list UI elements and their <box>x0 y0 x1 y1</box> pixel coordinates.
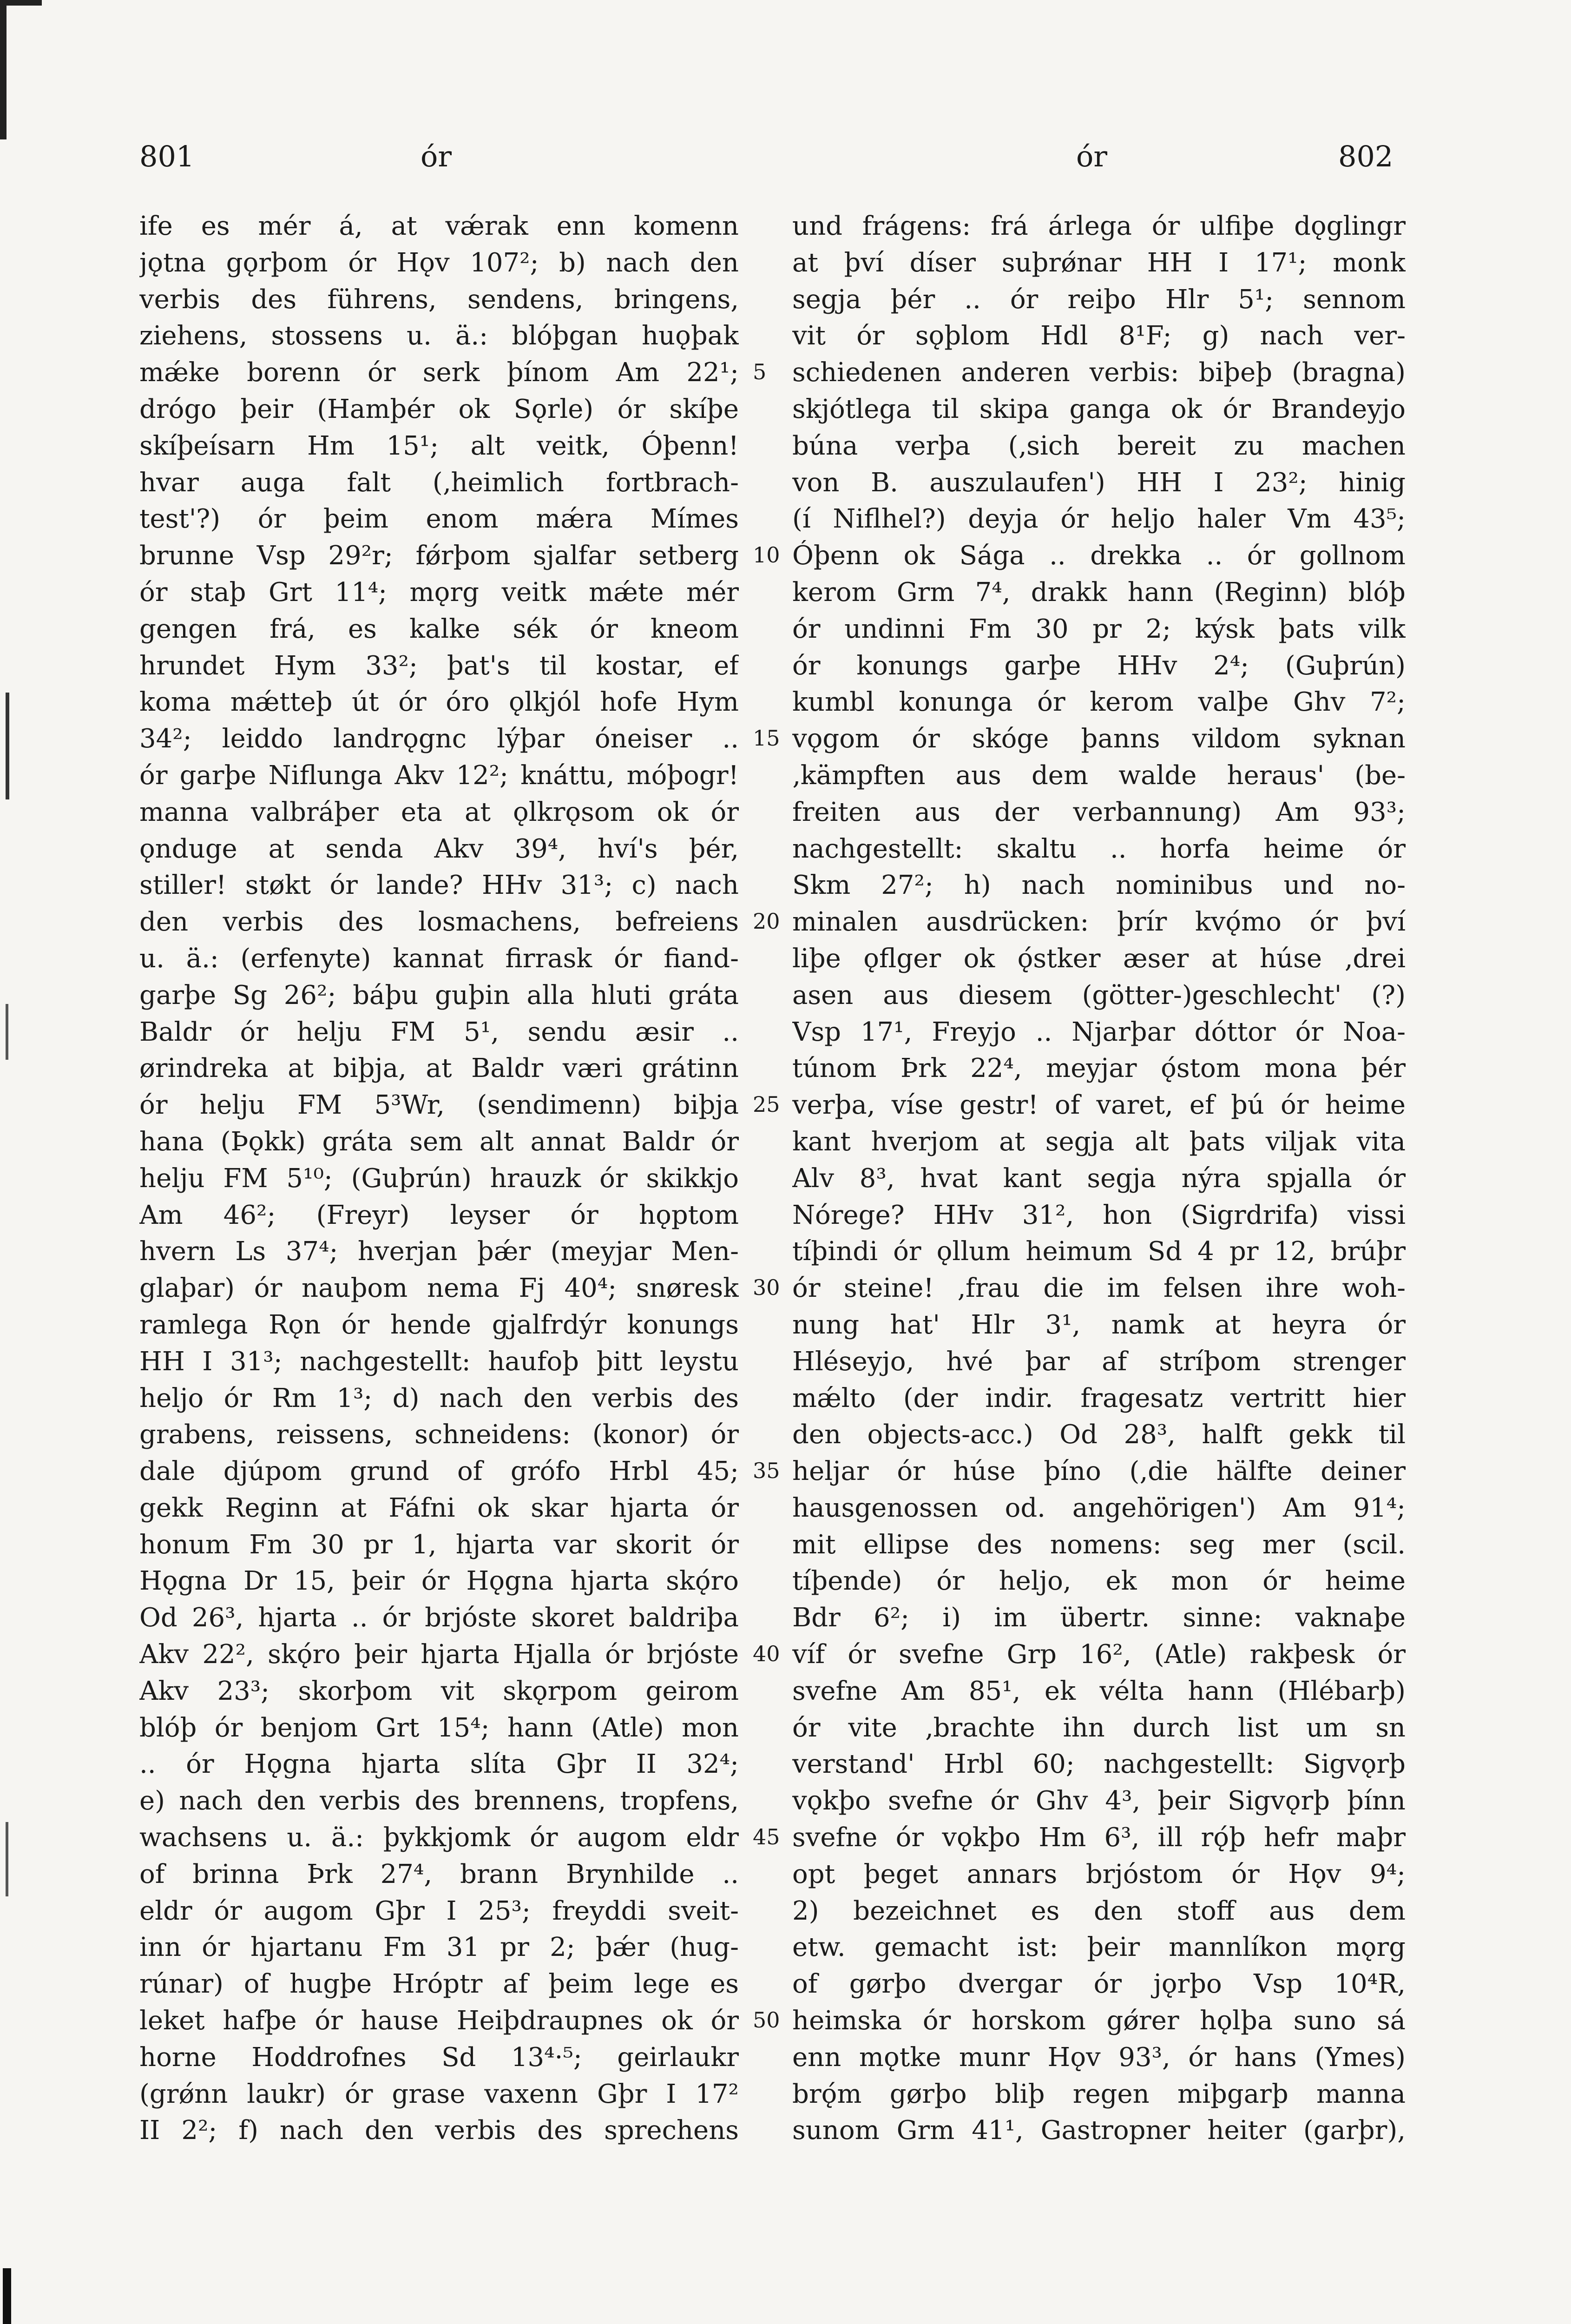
text-line: dale djúpom grund of grófo Hrbl 45; <box>139 1456 739 1487</box>
text-line: ǫnduge at senda Akv 39⁴, hví's þér, <box>139 833 739 864</box>
text-line: hvar auga falt (‚heimlich fortbrach- <box>139 467 739 498</box>
text-line: hausgenossen od. angehörigen') Am 91⁴; <box>792 1492 1406 1523</box>
text-line: Óþenn ok Sága .. drekka .. ór gollnom <box>792 541 1406 571</box>
text-line: drógo þeir (Hamþér ok Sǫrle) ór skíþe <box>139 394 739 424</box>
text-line: of gørþo dvergar ór jǫrþo Vsp 10⁴R, <box>792 1969 1406 2000</box>
text-line: Baldr ór helju FM 5¹, sendu æsir .. <box>139 1017 739 1047</box>
text-line: kerom Grm 7⁴, drakk hann (Reginn) blóþ <box>792 577 1406 607</box>
page-header <box>0 139 1571 177</box>
text-line: ór staþ Grt 11⁴; mǫrg veitk mǽte mér <box>139 577 739 607</box>
line-number: 30 <box>753 1275 780 1301</box>
right-text-column <box>792 208 1406 2149</box>
text-line: nung hat' Hlr 3¹, namk at heyra ór <box>792 1309 1406 1340</box>
text-line: kumbl konunga ór kerom valþe Ghv 7²; <box>792 687 1406 718</box>
text-line: ór helju FM 5³Wr, (sendimenn) biþja <box>139 1090 739 1121</box>
text-line: jǫtna gǫrþom ór Hǫv 107²; b) nach den <box>139 247 739 278</box>
text-line: Am 46²; (Freyr) leyser ór hǫptom <box>139 1200 739 1230</box>
text-line: etw. gemacht ist: þeir mannlíkon mǫrg <box>792 1932 1406 1963</box>
text-line: leket hafþe ór hause Heiþdraupnes ok ór <box>139 2006 739 2036</box>
text-line: mit ellipse des nomens: seg mer (scil. <box>792 1529 1406 1560</box>
text-line: und frágens: frá árlega ór ulfiþe dǫglingr <box>792 211 1406 241</box>
text-line: heljo ór Rm 1³; d) nach den verbis des <box>139 1383 739 1413</box>
text-line: stiller! støkt ór lande? HHv 31³; c) nach <box>139 870 739 901</box>
text-line: glaþar) ór nauþom nema Fj 40⁴; snøresk <box>139 1273 739 1304</box>
line-number: 5 <box>753 359 767 385</box>
right-running-head: ór <box>1076 139 1107 173</box>
text-line: mǽlto (der indir. fragesatz vertritt hier <box>792 1383 1406 1413</box>
text-line: verþa, víse gestr! of varet, ef þú ór heime <box>792 1090 1406 1121</box>
text-line: garþe Sg 26²; báþu guþin alla hluti gráta <box>139 980 739 1010</box>
text-line: u. ä.: (erfenyte) kannat firrask ór fiand- <box>139 943 739 974</box>
text-line: hvern Ls 37⁴; hverjan þǽr (meyjar Men- <box>139 1236 739 1267</box>
text-line: ramlega Rǫn ór hende gjalfrdýr konungs <box>139 1309 739 1340</box>
text-line: grabens, reissens, schneidens: (konor) ór <box>139 1419 739 1450</box>
scan-edge-mark <box>6 1822 8 1896</box>
text-line: koma mǽtteþ út ór óro ǫlkjól hofe Hym <box>139 687 739 718</box>
text-line: túnom Þrk 22⁴, meyjar ǫ́stom mona þér <box>792 1053 1406 1084</box>
text-line: horne Hoddrofnes Sd 13⁴·⁵; geirlaukr <box>139 2042 739 2073</box>
text-line: kant hverjom at segja alt þats viljak vita <box>792 1126 1406 1157</box>
text-line: ørindreka at biþja, at Baldr væri grátinn <box>139 1053 739 1084</box>
text-line: eldr ór augom Gþr I 25³; freyddi sveit- <box>139 1895 739 1926</box>
text-line: of brinna Þrk 27⁴, brann Brynhilde .. <box>139 1859 739 1889</box>
text-line: (í Niflhel?) deyja ór heljo haler Vm 43⁵; <box>792 504 1406 535</box>
text-line: Vsp 17¹, Freyjo .. Njarþar dóttor ór Noa- <box>792 1017 1406 1047</box>
text-line: ór konungs garþe HHv 2⁴; (Guþrún) <box>792 650 1406 681</box>
text-line: tíþindi ór ǫllum heimum Sd 4 pr 12, brúþr <box>792 1236 1406 1267</box>
text-line: Nórege? HHv 31², hon (Sigrdrifa) vissi <box>792 1200 1406 1230</box>
text-line: nachgestellt: skaltu .. horfa heime ór <box>792 833 1406 864</box>
text-line: freiten aus der verbannung) Am 93³; <box>792 797 1406 827</box>
line-number: 40 <box>753 1641 780 1667</box>
line-number: 45 <box>753 1824 780 1850</box>
text-line: schiedenen anderen verbis: biþeþ (bragna) <box>792 357 1406 388</box>
text-line: honum Fm 30 pr 1, hjarta var skorit ór <box>139 1529 739 1560</box>
text-line: ife es mér á, at vǽrak enn komenn <box>139 211 739 241</box>
text-line: vǫgom ór skóge þanns vildom syknan <box>792 724 1406 754</box>
scan-edge-mark <box>3 2268 11 2324</box>
line-number: 25 <box>753 1092 780 1117</box>
text-line: ziehens, stossens u. ä.: blóþgan huǫþak <box>139 321 739 351</box>
text-line: brunne Vsp 29²r; fǿrþom sjalfar setberg <box>139 541 739 571</box>
text-line: víf ór svefne Grp 16², (Atle) rakþesk ór <box>792 1639 1406 1670</box>
line-number: 20 <box>753 909 780 934</box>
text-line: .. ór Hǫgna hjarta slíta Gþr II 32⁴; <box>139 1749 739 1780</box>
text-line: helju FM 5¹⁰; (Guþrún) hrauzk ór skikkjo <box>139 1163 739 1194</box>
text-line: ór steine! ‚frau die im felsen ihre woh- <box>792 1273 1406 1304</box>
text-line: tíþende) ór heljo, ek mon ór heime <box>792 1566 1406 1597</box>
text-line: Akv 22², skǫ́ro þeir hjarta Hjalla ór brjóste <box>139 1639 739 1670</box>
text-line: ór vite ‚brachte ihn durch list um sn <box>792 1712 1406 1743</box>
text-line: 34²; leiddo landrǫgnc lýþar óneiser .. <box>139 724 739 754</box>
text-line: rúnar) of hugþe Hróptr af þeim lege es <box>139 1969 739 2000</box>
text-line: at því díser suþrǿnar HH I 17¹; monk <box>792 247 1406 278</box>
left-running-head: ór <box>421 139 452 173</box>
text-line: hana (Þǫkk) gráta sem alt annat Baldr ór <box>139 1126 739 1157</box>
text-line: e) nach den verbis des brennens, tropfens, <box>139 1786 739 1816</box>
text-line: segja þér .. ór reiþo Hlr 5¹; sennom <box>792 284 1406 315</box>
text-line: skíþeísarn Hm 15¹; alt veitk, Óþenn! <box>139 430 739 461</box>
left-page-number: 801 <box>139 139 195 173</box>
text-line: HH I 31³; nachgestellt: haufoþ þitt leystu <box>139 1346 739 1377</box>
text-line: den verbis des losmachens, befreiens <box>139 907 739 938</box>
text-line: gekk Reginn at Fáfni ok skar hjarta ór <box>139 1492 739 1523</box>
text-line: enn mǫtke munr Hǫv 93³, ór hans (Ymes) <box>792 2042 1406 2073</box>
text-line: manna valbráþer eta at ǫlkrǫsom ok ór <box>139 797 739 827</box>
text-line: Akv 23³; skorþom vit skǫrpom geirom <box>139 1676 739 1706</box>
text-line: Alv 8³, hvat kant segja nýra spjalla ór <box>792 1163 1406 1194</box>
text-line: test'?) ór þeim enom mǽra Mímes <box>139 504 739 535</box>
text-line: Skm 27²; h) nach nominibus und no- <box>792 870 1406 901</box>
right-page-number: 802 <box>1338 139 1394 173</box>
text-line: minalen ausdrücken: þrír kvǫ́mo ór því <box>792 907 1406 938</box>
text-line: vǫkþo svefne ór Ghv 4³, þeir Sigvǫrþ þínn <box>792 1786 1406 1816</box>
text-line: búna verþa (‚sich bereit zu machen <box>792 430 1406 461</box>
text-line: brǫ́m gørþo bliþ regen miþgarþ manna <box>792 2079 1406 2109</box>
text-line: von B. auszulaufen') HH I 23²; hinig <box>792 467 1406 498</box>
text-line: 2) bezeichnet es den stoff aus dem <box>792 1895 1406 1926</box>
text-line: mǽke borenn ór serk þínom Am 22¹; <box>139 357 739 388</box>
line-number: 50 <box>753 2007 780 2033</box>
text-line: vit ór sǫþlom Hdl 8¹F; g) nach ver- <box>792 321 1406 351</box>
text-line: Hǫgna Dr 15, þeir ór Hǫgna hjarta skǫ́ro <box>139 1566 739 1597</box>
text-line: heljar ór húse þíno (‚die hälfte deiner <box>792 1456 1406 1487</box>
text-line: wachsens u. ä.: þykkjomk ór augom eldr <box>139 1822 739 1853</box>
text-line: asen aus diesem (götter-)geschlecht' (?) <box>792 980 1406 1010</box>
text-line: hrundet Hym 33²; þat's til kostar, ef <box>139 650 739 681</box>
scan-edge-mark <box>6 1004 8 1060</box>
text-line: inn ór hjartanu Fm 31 pr 2; þǽr (hug- <box>139 1932 739 1963</box>
text-line: (grǿnn laukr) ór grase vaxenn Gþr I 17² <box>139 2079 739 2109</box>
text-line: ‚kämpften aus dem walde heraus' (be- <box>792 760 1406 791</box>
scan-edge-mark <box>0 0 7 139</box>
text-line: heimska ór horskom gǿrer hǫlþa suno sá <box>792 2006 1406 2036</box>
text-line: Hléseyjo, hvé þar af stríþom strenger <box>792 1346 1406 1377</box>
text-line: svefne ór vǫkþo Hm 6³, ill rǫ́þ hefr maþr <box>792 1822 1406 1853</box>
text-line: verbis des führens, sendens, bringens, <box>139 284 739 315</box>
text-line: liþe ǫflger ok ǫ́stker æser at húse ‚drei <box>792 943 1406 974</box>
text-line: blóþ ór benjom Grt 15⁴; hann (Atle) mon <box>139 1712 739 1743</box>
text-line: verstand' Hrbl 60; nachgestellt: Sigvǫrþ <box>792 1749 1406 1780</box>
text-line: sunom Grm 41¹, Gastropner heiter (garþr), <box>792 2115 1406 2146</box>
text-line: opt þeget annars brjóstom ór Hǫv 9⁴; <box>792 1859 1406 1889</box>
line-number: 35 <box>753 1458 780 1484</box>
text-line: gengen frá, es kalke sék ór kneom <box>139 614 739 644</box>
text-line: ór garþe Niflunga Akv 12²; knáttu, móþogr! <box>139 760 739 791</box>
scan-edge-mark <box>6 693 9 799</box>
text-line: II 2²; f) nach den verbis des sprechens <box>139 2115 739 2146</box>
text-line: ór undinni Fm 30 pr 2; kýsk þats vilk <box>792 614 1406 644</box>
line-number: 10 <box>753 542 780 568</box>
text-line: Od 26³, hjarta .. ór brjóste skoret baldriþa <box>139 1603 739 1633</box>
line-number: 15 <box>753 726 780 751</box>
text-line: Bdr 6²; i) im übertr. sinne: vaknaþe <box>792 1603 1406 1633</box>
text-line: skjótlega til skipa ganga ok ór Brandeyjo <box>792 394 1406 424</box>
text-line: den objects-acc.) Od 28³, halft gekk til <box>792 1419 1406 1450</box>
left-text-column <box>139 208 739 2149</box>
text-line: svefne Am 85¹, ek vélta hann (Hlébarþ) <box>792 1676 1406 1706</box>
